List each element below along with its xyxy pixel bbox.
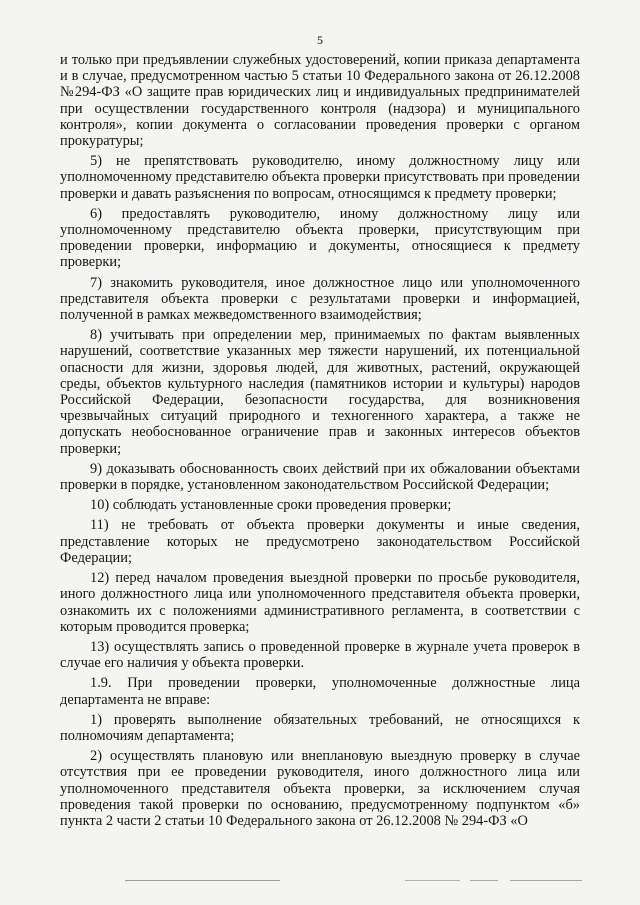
page-number: 5: [317, 33, 323, 47]
scan-artifact-line: [470, 880, 498, 881]
paragraph-prohibition-1: 1) проверять выполнение обязательных требований, не относящихся к полномочиям департамента;: [60, 711, 580, 744]
paragraph-item-12: 12) перед началом проведения выездной проверки по просьбе руководителя, иного должностного лица или уполномоченного представителя объекта проверки, ознакомить их с положениями административного регламента, в соответствии с которым проводится проверка;: [60, 570, 580, 635]
paragraph-item-11: 11) не требовать от объекта проверки документы и иные сведения, представление которых не предусмотрено законодательством Российской Федерации;: [60, 517, 580, 566]
paragraph-item-9: 9) доказывать обоснованность своих действий при их обжаловании объектами проверки в порядке, установленном законодательством Российской Федерации;: [60, 460, 580, 494]
paragraph-item-6: 6) предоставлять руководителю, иному должностному лицу или уполномоченному представителю объекта проверки, присутствующим при проведении проверки, информацию и документы, относящиеся к предмету проверки;: [60, 205, 580, 271]
scan-artifact-line: [510, 880, 582, 881]
scan-artifact-line: [405, 880, 460, 881]
paragraph-prohibition-2: 2) осуществлять плановую или внеплановую выездную проверку в случае отсутствия при ее проведении руководителя, иного должностного лица или уполномоченного представителя объекта проверки, за исключением случая проведения такой проверки по основанию, предусмотренному подпунктом «б» пункта 2 части 2 статьи 10 Федерального закона от 26.12.2008 № 294-ФЗ «О: [60, 748, 580, 829]
paragraph-item-5: 5) не препятствовать руководителю, иному должностному лицу или уполномоченному представителю объекта проверки присутствовать при проведении проверки и давать разъяснения по вопросам, относящимся к предмету проверки;: [60, 153, 580, 202]
section-heading-1-9: 1.9. При проведении проверки, уполномоченные должностные лица департамента не вправе:: [60, 675, 580, 708]
paragraph-continuation: и только при предъявлении служебных удостоверений, копии приказа департамента и в случае, предусмотренном частью 5 статьи 10 Федерального закона от 26.12.2008 №294-ФЗ «О защите прав юридических лиц и индивидуальных предпринимателей при осуществлении государственного контроля (надзора) и муниципального контроля», копии документа о согласовании проведения проверки с органом прокуратуры;: [60, 52, 580, 150]
document-body: [60, 52, 580, 833]
paragraph-item-8: 8) учитывать при определении мер, принимаемых по фактам выявленных нарушений, соответствие указанных мер тяжести нарушений, их потенциальной опасности для жизни, здоровья людей, для животных, растений, окружающей среды, объектов культурного наследия (памятников истории и культуры) народов Российской Федерации, безопасности государства, для возникновения чрезвычайных ситуаций природного и техногенного характера, а также не допускать необоснованное ограничение прав и законных интересов объектов проверки;: [60, 327, 580, 457]
paragraph-item-10: 10) соблюдать установленные сроки проведения проверки;: [90, 497, 452, 514]
scan-artifact-line: [125, 880, 280, 881]
paragraph-item-7: 7) знакомить руководителя, иное должностное лицо или уполномоченного представителя объекта проверки с результатами проверки и информацией, полученной в рамках межведомственного взаимодействия;: [60, 274, 580, 324]
paragraph-item-13: 13) осуществлять запись о проведенной проверке в журнале учета проверок в случае его наличия у объекта проверки.: [60, 638, 580, 672]
